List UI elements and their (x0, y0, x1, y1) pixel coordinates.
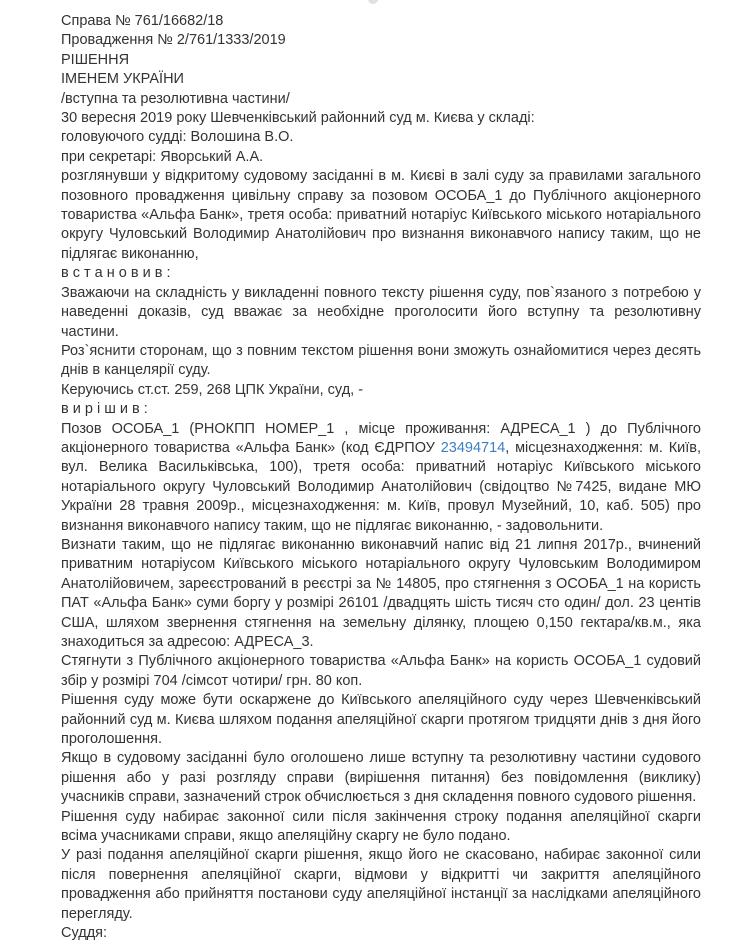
decision-paragraph-1: Визнати таким, що не підлягає виконанню виконавчий напис від 21 липня 2017р., вчинений приватним нотаріусом Київського міського нотаріального округу Чуловським Володимиром Анатолійовичем, зареєстрований в реєстрі за № 14805, про стягнення з ОСОБА_1 на користь ПАТ «Альфа Банк» суми боргу у розмірі 26101 /двадцять шість тисяч сто один/ дол. 23 центів США, шляхом звернення стягнення на земельну ділянку, площею 0,150 гектара/кв.м., яка знаходиться за адресою: АДРЕСА_3. (61, 536, 701, 650)
claim-text-start: Позов ОСОБА_1 (РНОКПП НОМЕР_1 , місце проживання: АДРЕСА_1 ) до Публічного акціонерного товариства «Альфа Банк» (код ЄДРПОУ (61, 420, 701, 456)
secretary-line: при секретарі: Яворський А.А. (61, 148, 264, 165)
court-decision-text (61, 12, 701, 944)
judge-signature: Суддя: (61, 925, 108, 942)
claim-paragraph (61, 420, 701, 536)
intro-line: 30 вересня 2019 року Шевченківський районний суд м. Києва у складі: (61, 110, 535, 127)
case-number: Справа № 761/16682/18 (61, 13, 224, 29)
proceeding-number: Провадження № 2/761/1333/2019 (61, 32, 286, 49)
parts-note: /вступна та резолютивна частини/ (61, 90, 290, 107)
decision-paragraph-6: У разі подання апеляційної скарги рішення, якщо його не скасовано, набирає законної сили після повернення апеляційної скарги, відмови у відкритті чи закриття апеляційного провадження або прийняття постанови суду апеляційної інстанції за наслідками апеляційного перегляду. (61, 847, 701, 922)
established-paragraph-1: Зважаючи на складність у викладенні повного тексту рішення суду, пов`язаного з потребою у наведенні доказів, суд вважає за необхідне проголосити його вступну та резолютивну частини. (61, 284, 701, 340)
edrpou-link[interactable]: 23494714 (440, 439, 506, 456)
guided-line: Керуючись ст.ст. 259, 268 ЦПК України, суд, - (61, 381, 364, 398)
decided-heading: в и р і ш и в : (61, 401, 148, 418)
claim-text-end: , місцезнаходження: м. Київ, вул. Велика Васильківська, 100), третя особа: приватний нотаріус Київського міського нотаріального округу Чуловський Володимир Анатолійович (свідоцтво №7425, видане МЮ України 28 травня 2009р., місцезнаходження: м. Київ, провул Музейний, 10, каб. 505) про визнання виконавчого напису таким, що не підлягає виконанню, - задовольнити. (61, 439, 702, 534)
judge-line: головуючого судді: Волошина В.О. (61, 129, 294, 146)
decision-paragraph-5: Рішення суду набирає законної сили після закінчення строку подання апеляційної скарги всіма учасниками справи, якщо апеляційну скаргу не було подано. (61, 808, 701, 845)
decision-paragraph-2: Стягнути з Публічного акціонерного товариства «Альфа Банк» на користь ОСОБА_1 судовий збір у розмірі 704 /сімсот чотири/ грн. 80 коп. (61, 653, 701, 689)
established-heading: в с т а н о в и в : (61, 265, 171, 282)
considered-paragraph: розглянувши у відкритому судовому засіданні в м. Києві в залі суду за правилами загального позовного провадження цивільну справу за позовом ОСОБА_1 до Публічного акціонерного товариства «Альфа Банк», третя особа: приватний нотаріус Київського міського нотаріального округу Чуловський Володимир Анатолійович про визнання виконавчого напису таким, що не підлягає виконанню, (61, 168, 701, 262)
in-the-name-line: ІМЕНЕМ УКРАЇНИ (61, 71, 184, 88)
decision-paragraph-3: Рішення суду може бути оскаржене до Київського апеляційного суду через Шевченківський районний суд м. Києва шляхом подання апеляційної скарги протягом тридцяти днів з дня його проголошення. (61, 692, 701, 748)
document-title: РІШЕННЯ (61, 51, 130, 68)
decision-paragraph-4: Якщо в судовому засіданні було оголошено лише вступну та резолютивну частини судового рішення або у разі розгляду справи (вирішення питання) без повідомлення (виклику) учасників справи, зазначений строк обчислюється з дня складення повного судового рішення. (61, 750, 701, 806)
established-paragraph-2: Роз`яснити сторонам, що з повним текстом рішення вони зможуть ознайомитися через десять днів в канцелярії суду. (61, 342, 701, 379)
scroll-indicator (368, 0, 378, 4)
